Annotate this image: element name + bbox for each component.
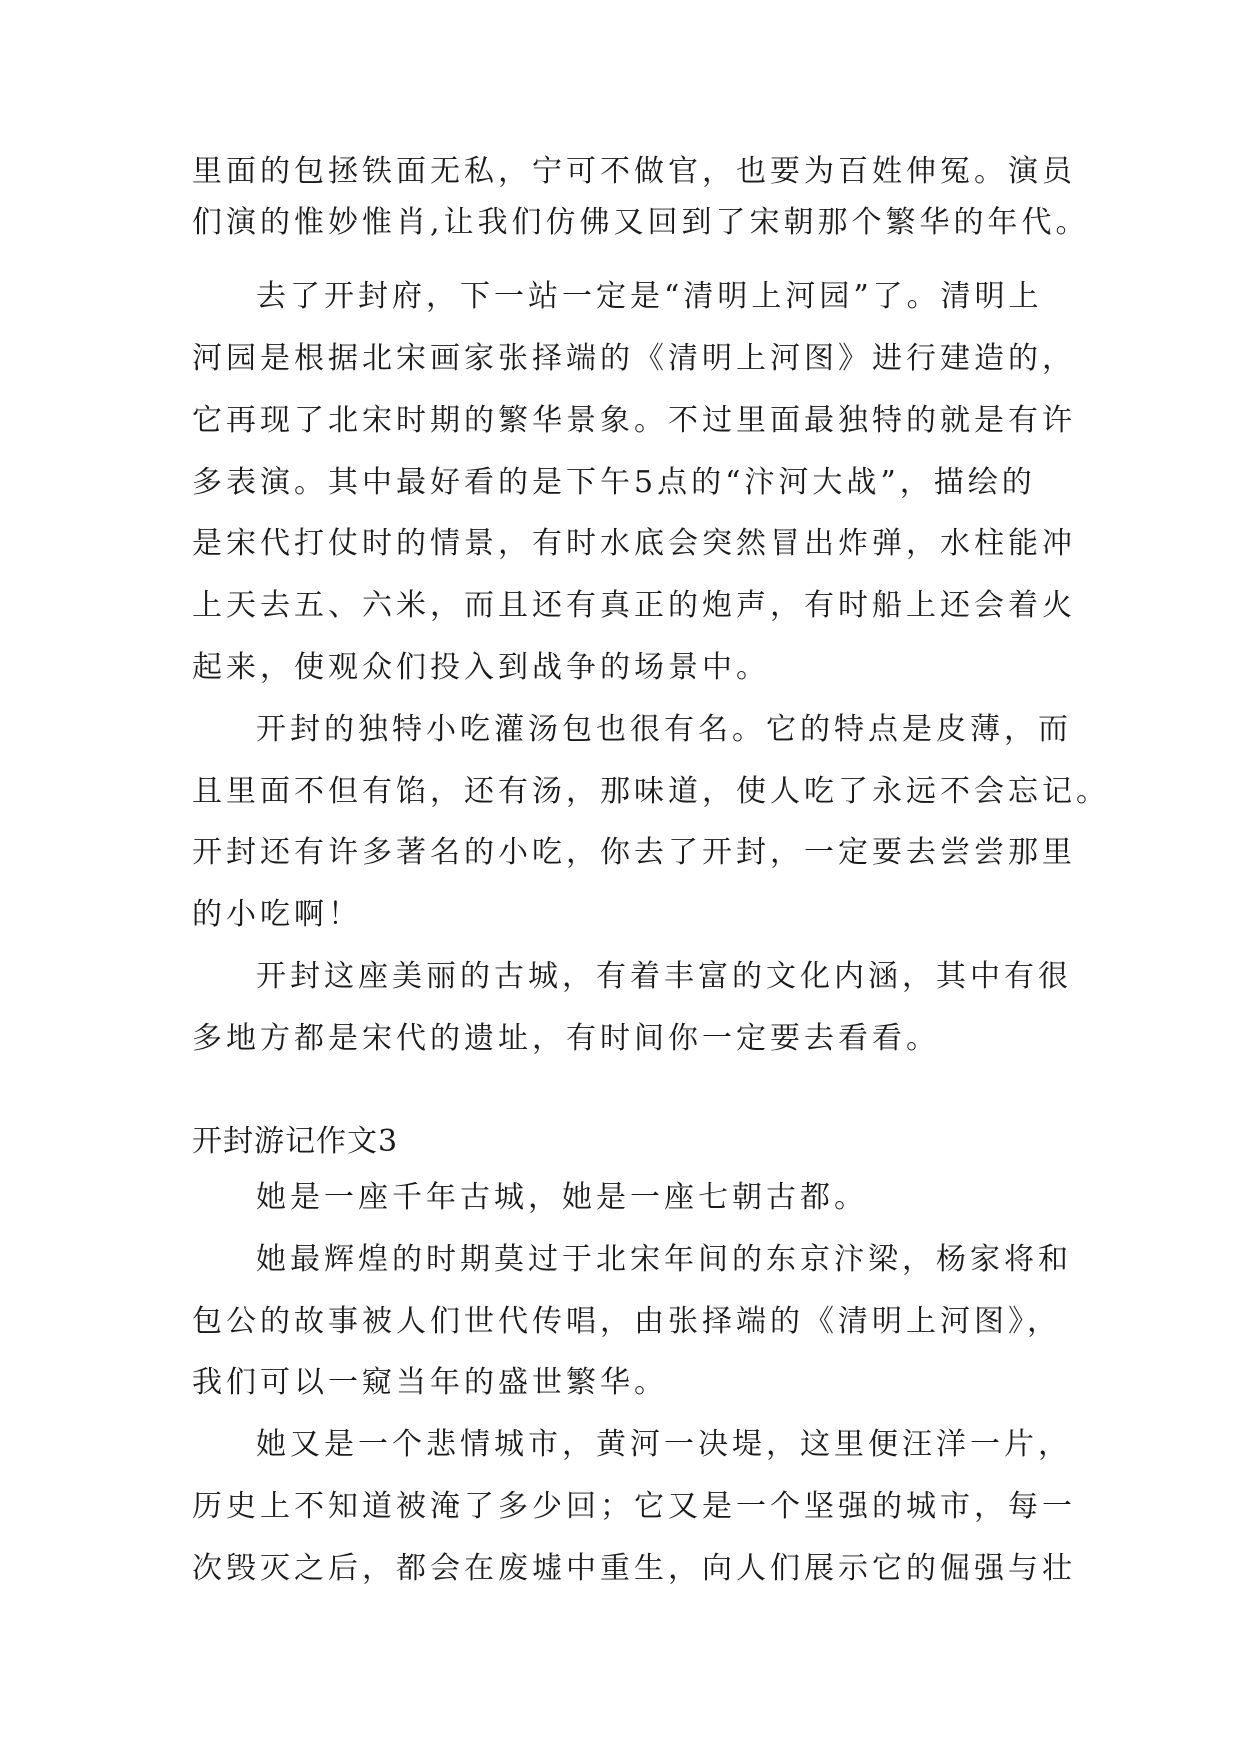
paragraph-start-line: 去了开封府，下一站一定是“清明上河园”了。清明上 [256,279,1043,314]
text-line: 包公的故事被人们世代传唱，由张择端的《清明上河图》， [192,1304,1061,1339]
paragraph-start-line: 开封的独特小吃灌汤包也很有名。它的特点是皮薄，而 [256,712,1072,747]
text-line: 是宋代打仗时的情景，有时水底会突然冒出炸弹，水柱能冲 [192,526,1076,561]
paragraph-start-line: 她又是一个悲情城市，黄河一决堤，这里便汪洋一片， [256,1427,1072,1462]
text-line: 的小吃啊！ [192,897,362,932]
text-line: 们演的惟妙惟肖,让我们仿佛又回到了宋朝那个繁华的年代。 [192,205,1090,240]
text-line: 起来，使观众们投入到战争的场景中。 [192,650,770,685]
text-line: 上天去五、六米，而且还有真正的炮声，有时船上还会着火 [192,588,1076,623]
text-line: 我们可以一窥当年的盛世繁华。 [192,1365,668,1400]
text-line: 河园是根据北宋画家张择端的《清明上河图》进行建造的， [192,341,1076,376]
text-line: 它再现了北宋时期的繁华景象。不过里面最独特的就是有许 [192,403,1076,438]
section-heading: 开封游记作文3 [192,1124,399,1159]
text-line: 开封还有许多著名的小吃，你去了开封，一定要去尝尝那里 [192,835,1076,870]
text-line: 历史上不知道被淹了多少回；它又是一个坚强的城市，每一 [192,1489,1076,1524]
paragraph-start-line: 开封这座美丽的古城，有着丰富的文化内涵，其中有很 [256,959,1072,994]
text-line: 多表演。其中最好看的是下午5点的“汴河大战”，描绘的 [192,465,1036,500]
text-line: 次毁灭之后，都会在废墟中重生，向人们展示它的倔强与壮 [192,1551,1076,1586]
text-line: 里面的包拯铁面无私，宁可不做官，也要为百姓伸冤。演员 [192,154,1076,189]
text-line: 多地方都是宋代的遗址，有时间你一定要去看看。 [192,1021,940,1056]
text-line: 且里面不但有馅，还有汤，那味道，使人吃了永远不会忘记。 [192,774,1110,809]
paragraph-start-line: 她最辉煌的时期莫过于北宋年间的东京汴梁，杨家将和 [256,1242,1072,1277]
paragraph-start-line: 她是一座千年古城，她是一座七朝古都。 [256,1180,868,1215]
